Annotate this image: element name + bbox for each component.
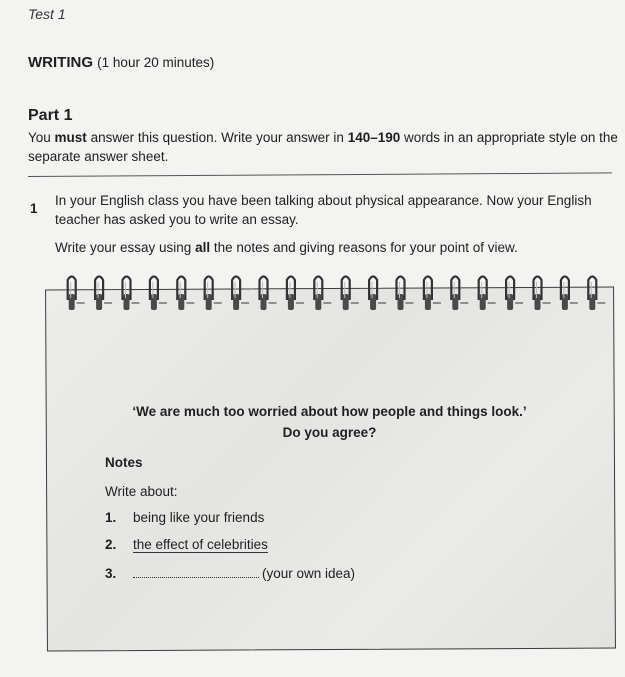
section-title: WRITING xyxy=(28,54,93,71)
binding-ring xyxy=(588,277,605,311)
note-item-number: 1. xyxy=(105,510,117,525)
essay-prompt: Do you agree? xyxy=(282,425,377,440)
note-item-2 xyxy=(105,537,268,552)
instr-text-c: words in an appropriate style on the separate answer sheet. xyxy=(28,130,618,164)
binding-ring xyxy=(314,277,331,311)
note-item-number: 3. xyxy=(105,566,117,581)
binding-ring xyxy=(397,277,414,311)
instr-must: must xyxy=(54,130,87,145)
binding-ring xyxy=(342,277,359,311)
question-instruction-a: Write your essay using xyxy=(55,240,196,255)
note-item-1 xyxy=(105,510,264,525)
section-heading xyxy=(28,54,214,71)
binding-ring xyxy=(451,277,468,311)
answer-blank xyxy=(133,567,259,578)
test-label: Test 1 xyxy=(28,6,66,22)
question-instruction-all: all xyxy=(195,240,211,255)
binding-ring xyxy=(506,277,523,311)
question-instruction xyxy=(55,240,603,255)
essay-quote: ‘We are much too worried about how people and things look.’ xyxy=(132,404,527,419)
question-number: 1 xyxy=(30,201,38,216)
question-instruction-b: the notes and giving reasons for your point of view. xyxy=(210,240,518,255)
binding-ring xyxy=(123,277,140,311)
binding-ring xyxy=(232,277,249,311)
note-item-text: being like your friends xyxy=(133,510,265,525)
note-item-3 xyxy=(105,566,355,581)
instr-word-count: 140–190 xyxy=(347,130,401,145)
spiral-binding xyxy=(58,272,606,316)
section-duration: (1 hour 20 minutes) xyxy=(97,55,215,70)
question-text: In your English class you have been talking about physical appearance. Now your English teacher has asked you to write an essay. xyxy=(55,193,592,227)
divider xyxy=(28,172,612,177)
binding-ring xyxy=(95,277,112,311)
notes-title: Notes xyxy=(105,455,143,470)
binding-ring xyxy=(479,277,496,311)
part-title: Part 1 xyxy=(28,107,73,124)
note-item-text: (your own idea) xyxy=(262,566,356,581)
instr-text-a: You xyxy=(28,130,55,145)
part-instructions xyxy=(28,128,620,166)
instr-text-b: answer this question. Write your answer in xyxy=(86,130,348,145)
binding-ring xyxy=(68,277,85,311)
binding-ring xyxy=(534,277,551,311)
binding-ring xyxy=(150,277,167,311)
binding-ring xyxy=(561,277,578,311)
note-item-text: the effect of celebrities xyxy=(133,537,268,552)
binding-ring xyxy=(369,277,386,311)
essay-statement xyxy=(46,401,613,443)
binding-ring xyxy=(287,277,304,311)
binding-ring xyxy=(424,277,441,311)
write-about: Write about: xyxy=(105,484,178,499)
binding-ring xyxy=(205,277,222,311)
note-item-number: 2. xyxy=(105,537,117,552)
binding-ring xyxy=(177,277,194,311)
binding-ring xyxy=(260,277,277,311)
